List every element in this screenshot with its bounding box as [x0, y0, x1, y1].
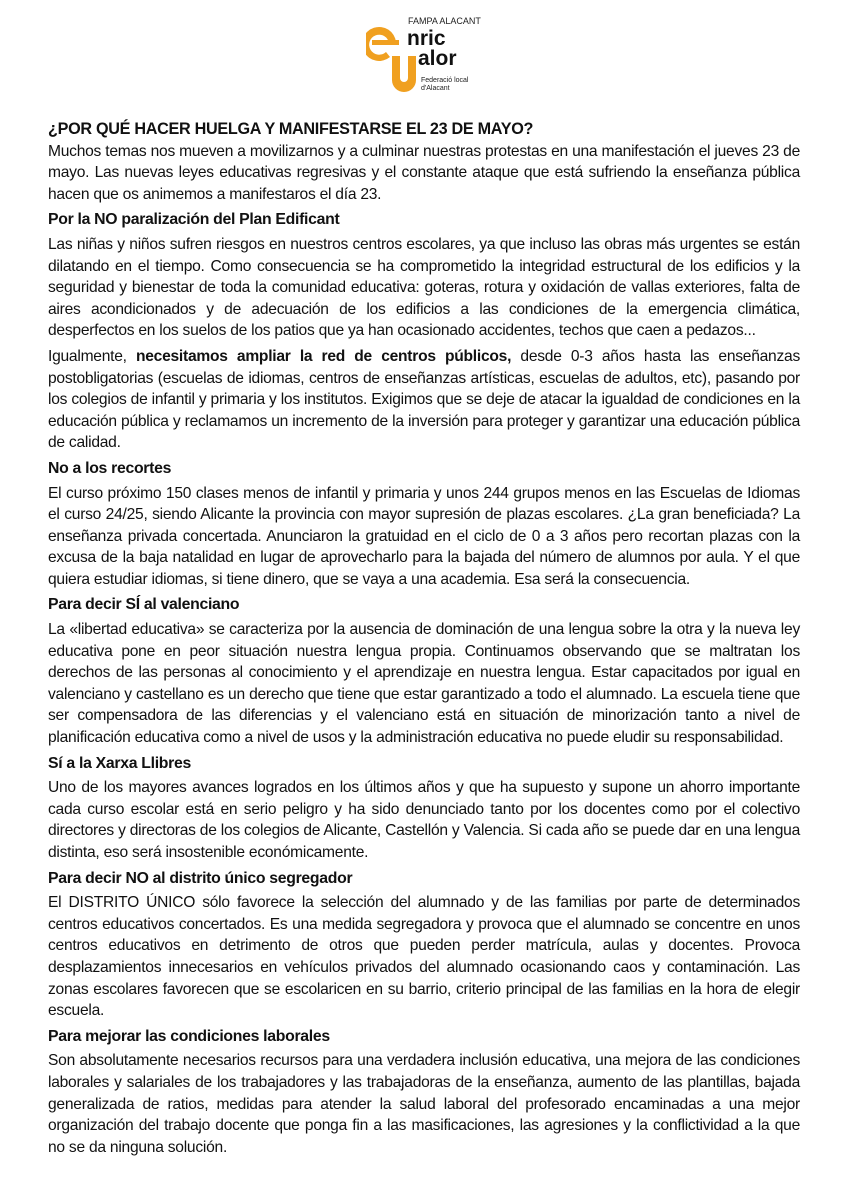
section-heading-valenciano: Para decir SÍ al valenciano: [48, 596, 240, 614]
fampa-enric-valor-logo: [366, 12, 496, 94]
section-heading-recortes: No a los recortes: [48, 459, 172, 477]
section-heading-xarxa-llibres: Sí a la Xarxa Llibres: [48, 754, 191, 772]
paragraph: El curso próximo 150 clases menos de infantil y primaria y unos 244 grupos menos en las Escuelas de Idiomas el curso 24/25, siendo Alicante la provincia con mayor supresión de plazas escolares. ¿La gran beneficiada? La enseñanza privada concertada. Anunciaron la gratuidad en el ciclo de 0 a 3 años pero recortan plazas con la excusa de la baja natalidad en lugar de aprovecharlo para la bajada del número de alumnos por aula. Y el que quiera estudiar idiomas, si tiene dinero, que se vaya a una academia. Esa será la consecuencia.: [48, 484, 800, 588]
svg-text:FAMPA ALACANT: FAMPA ALACANT: [408, 16, 481, 26]
intro-paragraph: Muchos temas nos mueven a movilizarnos y a culminar nuestras protestas en una manifestación el jueves 23 de mayo. Las nuevas leyes educativas regresivas y el constante ataque que está sufriendo la enseñanza pública hacen que os animemos a manifestaros el día 23.: [48, 142, 800, 203]
svg-text:alor: alor: [418, 47, 457, 70]
logo-graphic: [366, 12, 496, 94]
paragraph: Son absolutamente necesarios recursos para una verdadera inclusión educativa, una mejora de las condiciones laborales y salariales de los trabajadores y las trabajadoras de la enseñanza, aumento de las plantillas, bajada generalizada de ratios, medidas para atender la salud laboral del profesorado encaminadas a una mejor organización del trabajo docente que ponga fin a las masificaciones, las agresiones y la conflictividad a la que no se da ninguna solución.: [48, 1052, 800, 1156]
paragraph: El DISTRITO ÚNICO sólo favorece la selección del alumnado y de las familias por parte de determinados centros educativos concertados. Es una medida segregadora y provoca que el alumnado se concentre en unos centros educativos en detrimento de otros que pueden perder matrícula, aulas y docentes. Provoca desplazamientos innecesarios en vehículos privados del alumnado ocasionando caos y contaminación. Las zonas escolares favorecen que se escolaricen en su barrio, criterio principal de las familias en la hora de elegir escuela.: [48, 894, 800, 1020]
text: desde 0-3 años hasta las enseñanzas postobligatorias (escuelas de idiomas, centros de enseñanzas artísticas, escuelas de adultos, etc), pasando por los colegios de infantil y primaria y los institutos. Exigimos que se deje de atacar la igualdad de condiciones en la educación pública y reclamamos un incremento de la inversión para proteger y garantizar una educación pública de calidad.: [48, 347, 800, 452]
text: Igualmente,: [48, 347, 136, 365]
paragraph: Uno de los mayores avances logrados en los últimos años y que ha supuesto y supone un ahorro importante cada curso escolar está en serio peligro y ha sido denunciado tanto por los docentes como por el colectivo directores y directoras de los colegios de Alicante, Castellón y Valencia. Si cada año se puede dar en una lengua distinta, eso será insostenible económicamente.: [48, 779, 800, 861]
svg-text:nric: nric: [407, 27, 446, 50]
paragraph: [48, 346, 800, 454]
svg-text:Federació local: Federació local: [421, 77, 469, 84]
document-body: [48, 119, 800, 1162]
section-heading-condiciones-laborales: Para mejorar las condiciones laborales: [48, 1027, 330, 1045]
paragraph: Las niñas y niños sufren riesgos en nuestros centros escolares, ya que incluso las obras más urgentes se están dilatando en el tiempo. Como consecuencia se ha comprometido la integridad estructural de los edificios y la seguridad y bienestar de toda la comunidad educativa: goteras, rotura y oxidación de vallas exteriores, falta de aires acondicionados y de adecuación de los edificios a las condiciones de la emergencia climática, desperfectos en los suelos de los patios que ya han ocasionado accidentes, techos que caen a pedazos...: [48, 235, 800, 340]
document-title: ¿POR QUÉ HACER HUELGA Y MANIFESTARSE EL 23 DE MAYO?: [48, 120, 534, 138]
section-heading-edificant: Por la NO paralización del Plan Edificant: [48, 211, 340, 229]
svg-text:d'Alacant: d'Alacant: [421, 85, 450, 92]
bold-text: necesitamos ampliar la red de centros públicos,: [135, 347, 512, 365]
section-heading-distrito-unico: Para decir NO al distrito único segregador: [48, 869, 353, 887]
paragraph: La «libertad educativa» se caracteriza por la ausencia de dominación de una lengua sobre la otra y la nueva ley educativa pone en peor situación nuestra lengua propia. Continuamos observando que se maltratan los derechos de las personas al conocimiento y el aprendizaje en nuestra lengua. Estar capacitados por igual en valenciano y castellano es un derecho que tiene que estar garantizado a todo el alumnado. La escuela tiene que ser compensadora de las diferencias y el valenciano está en situación de minorización tanto a nivel de planificación educativa como a nivel de usos y la administración educativa no puede eludir su responsabilidad.: [48, 621, 800, 747]
